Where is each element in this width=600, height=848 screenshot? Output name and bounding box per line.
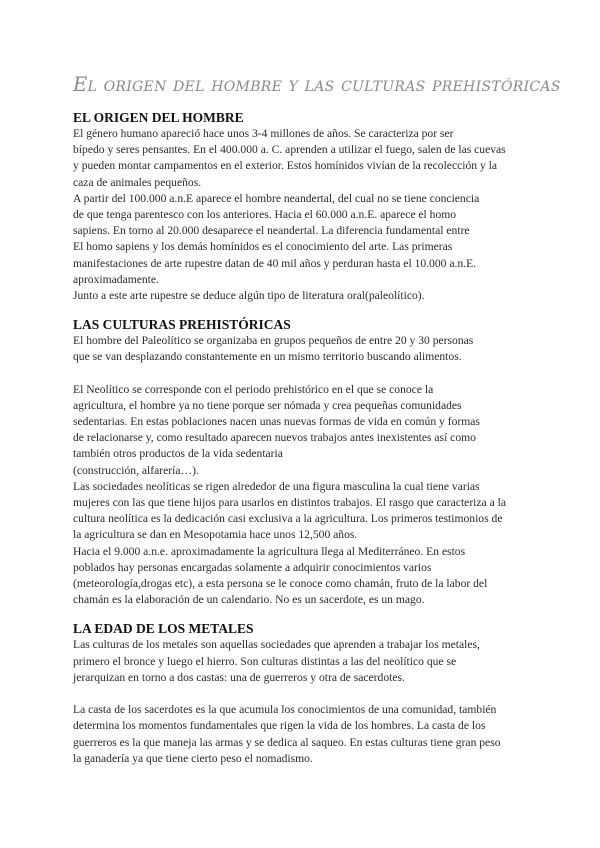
paragraph xyxy=(73,126,533,304)
text-line: El homo sapiens y los demás homínidos es el conocimiento del arte. Las primeras xyxy=(73,240,453,254)
text-line: sedentarias. En estas poblaciones nacen unas nuevas formas de vida en común y formas xyxy=(73,415,480,429)
section-heading: EL ORIGEN DEL HOMBRE xyxy=(73,110,244,125)
text-line: mujeres con las que tiene hijos para usarlos en distintos trabajos. El rasgo que caracteriza a la xyxy=(73,496,506,510)
text-line: y pueden montar campamentos en el exterior. Estos homínidos vivían de la recolección y la xyxy=(73,159,498,173)
text-line: manifestaciones de arte rupestre datan de 40 mil años y perduran hasta el 10.000 a.n.E. xyxy=(73,256,477,270)
text-line: determina los momentos fundamentales que rigen la vida de los hombres. La casta de los xyxy=(73,719,486,733)
text-line: también otros productos de la vida sedentaria xyxy=(73,447,283,461)
text-line: que se van desplazando constantemente en un mismo territorio buscando alimentos. xyxy=(73,350,462,364)
text-line: aproximadamente. xyxy=(73,272,159,286)
text-line: La casta de los sacerdotes es la que acumula los conocimientos de una comunidad, también xyxy=(73,703,497,717)
text-line: Las sociedades neolíticas se rigen alrededor de una figura masculina la cual tiene varias xyxy=(73,479,480,493)
section-spacer xyxy=(73,608,533,620)
paragraph xyxy=(73,702,533,767)
paragraph-spacer xyxy=(73,686,533,702)
text-line: Junto a este arte rupestre se deduce algún tipo de literatura oral(paleolítico). xyxy=(73,289,425,303)
text-line: de que tenga parentesco con los anteriores. Hacia el 60.000 a.n.E. aparece el homo xyxy=(73,208,457,222)
text-line: Hacia el 9.000 a.n.e. aproximadamente la agricultura llega al Mediterráneo. En estos xyxy=(73,544,466,558)
text-line: Las culturas de los metales son aquellas sociedades que aprenden a trabajar los metales, xyxy=(73,638,480,652)
document-title: El origen del hombre y las culturas prehistóricas xyxy=(73,73,561,96)
text-line: sapiens. En torno al 20.000 desaparece el neandertal. La diferencia fundamental entre xyxy=(73,224,470,238)
section-heading: LAS CULTURAS PREHISTÓRICAS xyxy=(73,317,291,333)
paragraph xyxy=(73,382,533,609)
text-line: (construcción, alfarería…). xyxy=(73,463,199,477)
text-line: guerreros es la que maneja las armas y se dedica al saqueo. En estas culturas tiene gran peso xyxy=(73,735,501,749)
text-line: la ganadería ya que tiene cierto peso el nomadismo. xyxy=(73,751,313,765)
document-body xyxy=(73,109,533,767)
paragraph xyxy=(73,333,533,365)
text-line: A partir del 100.000 a.n.E aparece el hombre neandertal, del cual no se tiene conciencia xyxy=(73,191,480,205)
text-line: cultura neolítica es la dedicación casi exclusiva a la agricultura. Los primeros testimonios de xyxy=(73,512,503,526)
text-line: caza de animales pequeños. xyxy=(73,175,202,189)
text-line: El hombre del Paleolítico se organizaba en grupos pequeños de entre 20 y 30 personas xyxy=(73,334,474,348)
text-line: agricultura, el hombre ya no tiene porque ser nómada y crea pequeñas comunidades xyxy=(73,398,462,412)
text-line: El género humano apareció hace unos 3-4 millones de años. Se caracteriza por ser xyxy=(73,127,454,140)
paragraph-spacer xyxy=(73,366,533,382)
text-line: jerarquizan en torno a dos castas: una de guerreros y otra de sacerdotes. xyxy=(73,670,405,684)
section-heading: LA EDAD DE LOS METALES xyxy=(73,621,254,637)
text-line: chamán es la elaboración de un calendario. No es un sacerdote, es un mago. xyxy=(73,593,425,607)
text-line: la agricultura se dan en Mesopotamia hace unos 12,500 años. xyxy=(73,528,358,542)
text-line: El Neolítico se corresponde con el periodo prehistórico en el que se conoce la xyxy=(73,382,434,396)
text-line: (meteorología,drogas etc), a esta persona se le conoce como chamán, fruto de la labor del xyxy=(73,577,488,591)
text-line: primero el bronce y luego el hierro. Son culturas distintas a las del neolítico que se xyxy=(73,654,457,668)
text-line: poblados hay personas encargadas solamente a adquirir conocimientos varios xyxy=(73,560,432,574)
paragraph xyxy=(73,637,533,686)
text-line: de relacionarse y, como resultado aparecen nuevos trabajos antes inexistentes así como xyxy=(73,431,476,445)
text-line: bípedo y seres pensantes. En el 400.000 a. C. aprenden a utilizar el fuego, salen de las cuevas xyxy=(73,143,506,157)
section-spacer xyxy=(73,304,533,316)
